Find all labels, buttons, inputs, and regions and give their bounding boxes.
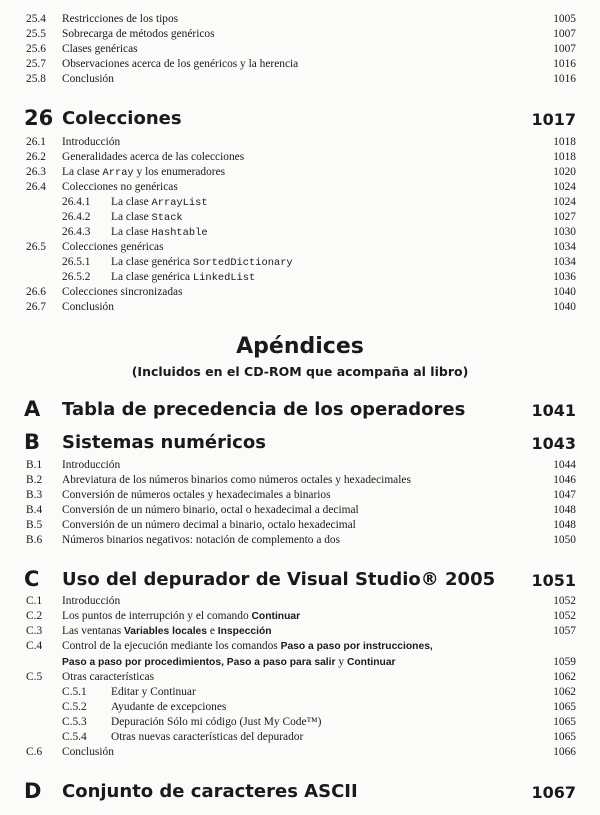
appendices-subtitle: (Incluidos en el CD-ROM que acompaña al libro) [131, 364, 469, 379]
appendix-letter: A [24, 397, 41, 421]
appendix-letter: D [24, 779, 42, 803]
chapter-page: 1017 [531, 110, 576, 129]
appendix-title: Sistemas numéricos [62, 432, 266, 453]
appendix-page: 1041 [531, 401, 576, 420]
appendix-title: Conjunto de caracteres ASCII [62, 781, 358, 802]
appendix-letter: C [24, 567, 40, 591]
chapter-number: 26 [24, 106, 54, 130]
appendices-title: Apéndices [236, 334, 364, 359]
appendix-page: 1043 [531, 434, 576, 453]
appendix-letter: B [24, 430, 41, 454]
appendix-title: Tabla de precedencia de los operadores [62, 399, 466, 420]
appendix-title: Uso del depurador de Visual Studio® 2005 [62, 569, 496, 590]
appendix-page: 1067 [531, 783, 576, 802]
chapter-title: Colecciones [62, 108, 182, 129]
appendix-page: 1051 [531, 571, 576, 590]
